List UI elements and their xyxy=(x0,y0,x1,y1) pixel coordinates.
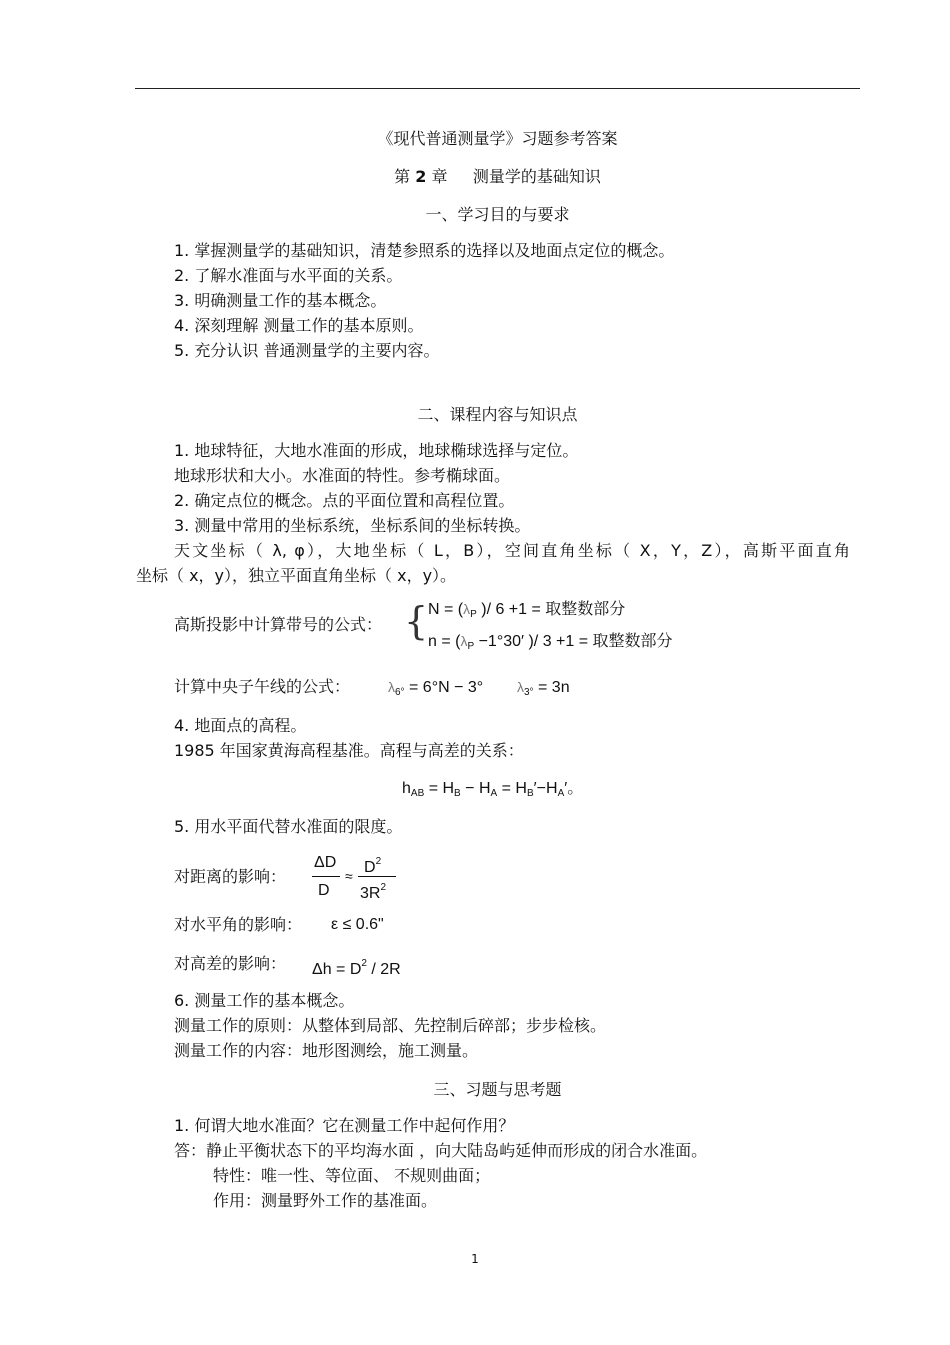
s2-paragraph: 5. 用水平面代替水准面的限度。 xyxy=(174,817,403,836)
s2-paragraph: 天文坐标（ λ, φ），大地坐标（ L，B），空间直角坐标（ X，Y，Z），高斯平面直角 xyxy=(174,541,850,560)
meridian-formula-3deg: $\lambda_{3^\circ} = 3n$ xyxy=(517,679,570,698)
meridian-label: 计算中央子午线的公式： xyxy=(174,677,351,696)
s1-item: 4. 深刻理解 测量工作的基本原则。 xyxy=(174,316,424,335)
s2-paragraph: 1985 年国家黄海高程基准。高程与高差的关系： xyxy=(174,741,524,760)
answer-line: 特性：唯一性、等位面、 不规则曲面； xyxy=(213,1166,491,1185)
s2-paragraph: 2. 确定点位的概念。点的平面位置和高程位置。 xyxy=(174,491,515,510)
chapter-suffix: 章 xyxy=(431,167,448,186)
gauss-formula-3deg: $n = (\lambda_P -1^\circ 30'$ )/ 3 +1 = 取整数部分 xyxy=(428,633,673,652)
angle-effect-formula: ε ≤ 0.6" xyxy=(331,916,384,933)
chapter-prefix: 第 xyxy=(394,167,411,186)
distance-effect-label: 对距离的影响： xyxy=(174,867,287,886)
s1-item: 5. 充分认识 普通测量学的主要内容。 xyxy=(174,341,440,360)
header-rule xyxy=(135,88,860,89)
s2-paragraph: 3. 测量中常用的坐标系统，坐标系间的坐标转换。 xyxy=(174,516,531,535)
s2-paragraph: 地球形状和大小。水准面的特性。参考椭球面。 xyxy=(174,466,511,485)
question: 1. 何谓大地水准面？它在测量工作中起何作用？ xyxy=(174,1116,515,1135)
section-2-heading: 二、课程内容与知识点 xyxy=(417,405,578,424)
s2-paragraph: 4. 地面点的高程。 xyxy=(174,716,307,735)
meridian-formula-6deg: $\lambda_{6^\circ} = 6^\circ N - 3^\circ$ xyxy=(388,679,484,698)
height-difference-formula: $h_{AB} = H_B - H_A = H_B'-H_A'$。 xyxy=(402,780,584,799)
answer-line: 作用：测量野外工作的基准面。 xyxy=(213,1191,438,1210)
s1-item: 2. 了解水准面与水平面的关系。 xyxy=(174,266,403,285)
fraction-bar xyxy=(312,876,340,877)
chapter-name: 测量学的基础知识 xyxy=(472,167,601,186)
s1-item: 1. 掌握测量学的基础知识，清楚参照系的选择以及地面点定位的概念。 xyxy=(174,241,675,260)
s2-paragraph: 坐标（ x，y），独立平面直角坐标（ x，y）。 xyxy=(136,566,457,585)
page-number: 1 xyxy=(471,1252,479,1266)
height-effect-label: 对高差的影响： xyxy=(174,954,287,973)
s2-paragraph: 测量工作的内容：地形图测绘，施工测量。 xyxy=(174,1041,479,1060)
s1-item: 3. 明确测量工作的基本概念。 xyxy=(174,291,387,310)
section-1-heading: 一、学习目的与要求 xyxy=(425,205,570,224)
fraction-numerator: ΔD xyxy=(314,854,337,871)
s2-paragraph: 6. 测量工作的基本概念。 xyxy=(174,991,355,1010)
fraction-bar xyxy=(358,876,396,877)
fraction-denominator: $3R^2$ xyxy=(360,882,387,902)
document-title: 《现代普通测量学》习题参考答案 xyxy=(377,129,618,148)
distance-effect-formula xyxy=(312,852,402,902)
chapter-heading xyxy=(135,166,860,188)
section-3-heading: 三、习题与思考题 xyxy=(433,1080,562,1099)
gauss-label: 高斯投影中计算带号的公式： xyxy=(174,615,383,634)
answer-line: 答：静止平衡状态下的平均海水面 ，向大陆岛屿延伸而形成的闭合水准面。 xyxy=(174,1141,708,1160)
s2-paragraph: 1. 地球特征，大地水准面的形成，地球椭球选择与定位。 xyxy=(174,441,579,460)
angle-effect-label: 对水平角的影响： xyxy=(174,915,303,934)
s2-paragraph: 测量工作的原则：从整体到局部、先控制后碎部；步步检核。 xyxy=(174,1016,607,1035)
fraction-numerator: $D^2$ xyxy=(364,856,382,876)
chapter-number: 2 xyxy=(415,167,427,186)
fraction-denominator: D xyxy=(318,882,330,899)
height-effect-formula: $\Delta h = D^2 / 2R$ xyxy=(312,958,401,978)
gauss-formula-6deg: $N = (\lambda_P$ )/ 6 +1 = 取整数部分 xyxy=(428,601,626,620)
brace-icon: { xyxy=(404,599,429,643)
approx-sign: ≈ xyxy=(345,868,353,884)
